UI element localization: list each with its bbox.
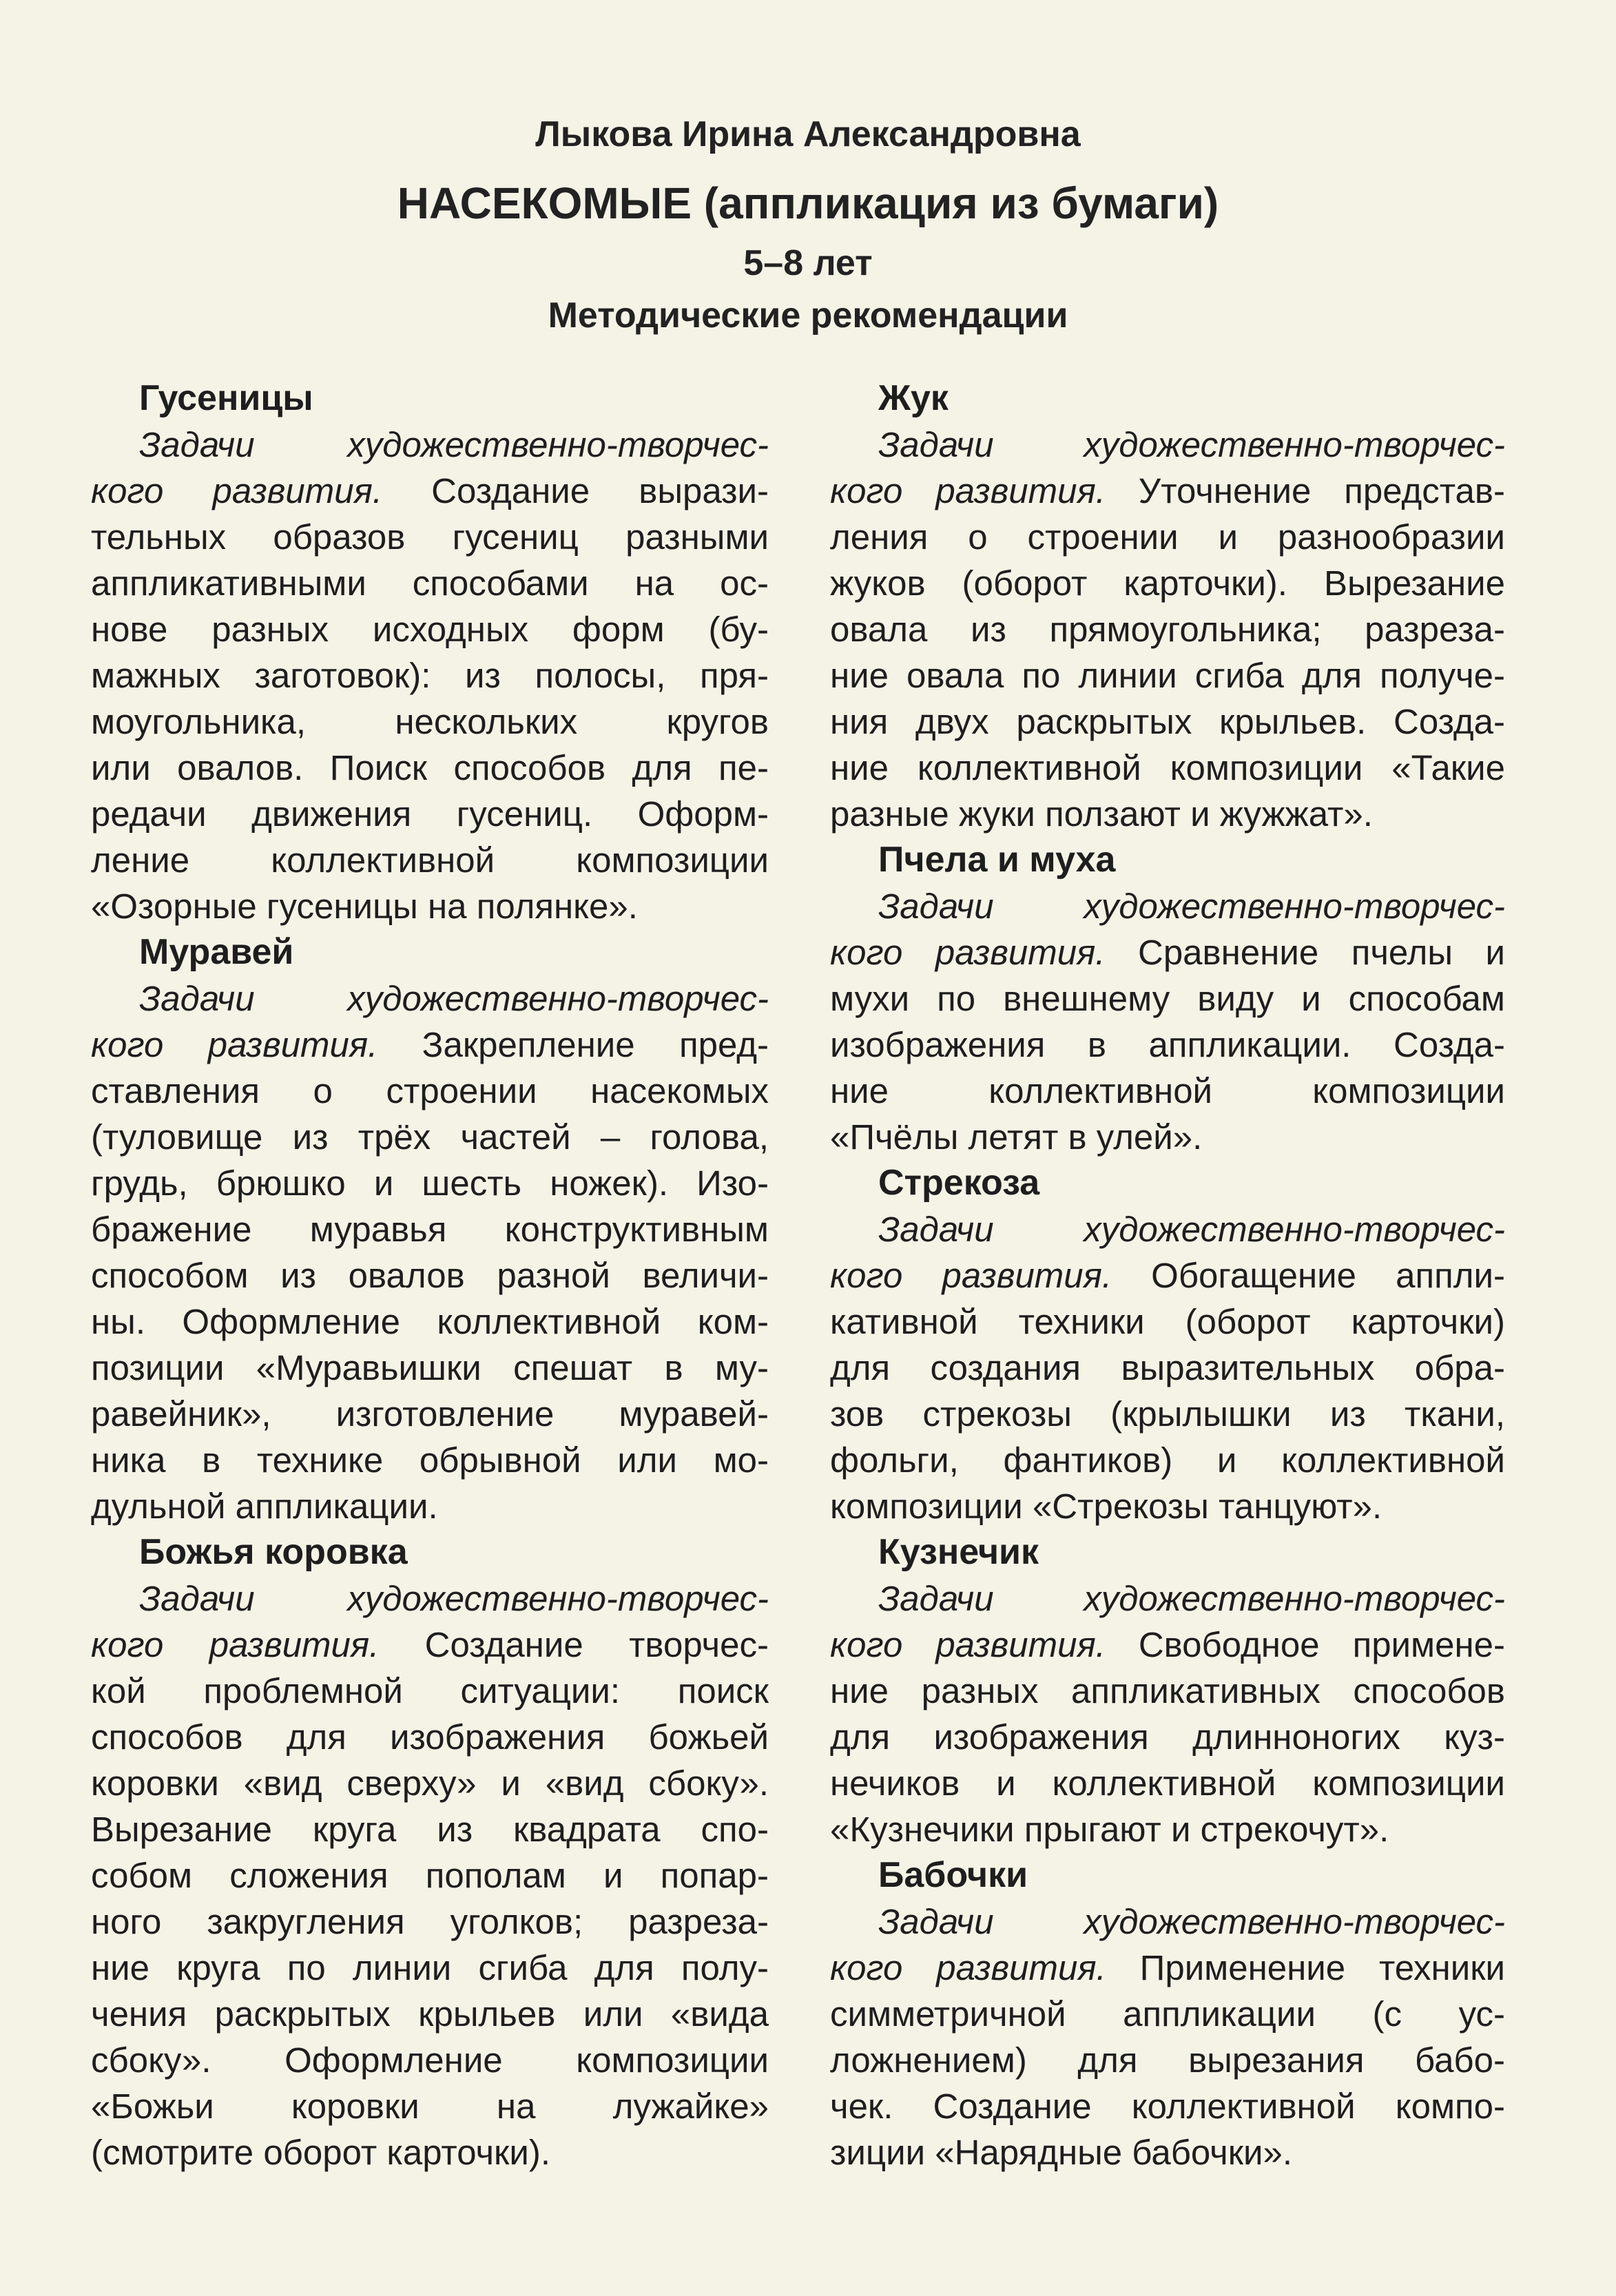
section-heading: Гусеницы: [139, 378, 313, 418]
section-heading: Бабочки: [878, 1855, 1028, 1895]
body-text: композиции «Стрекозы танцуют».: [830, 1487, 1382, 1526]
body-text: Применение техники: [1106, 1948, 1505, 1987]
italic-text: кого развития.: [830, 1625, 1106, 1664]
body-text: для изображения длинноногих куз-: [830, 1717, 1505, 1757]
text-line: [91, 1622, 769, 1668]
text-line: [91, 745, 769, 791]
text-line: [830, 1622, 1505, 1668]
body-text: овала из прямоугольника; разреза-: [830, 610, 1505, 649]
text-line: [830, 1945, 1505, 1991]
body-text: жуков (оборот карточки). Вырезание: [830, 563, 1505, 603]
body-text: ление коллективной композиции: [91, 840, 769, 880]
text-line: [91, 514, 769, 560]
text-line: [91, 1114, 769, 1160]
body-text: зов стрекозы (крылышки из ткани,: [830, 1394, 1505, 1434]
italic-text: Задачи художественно-творчес-: [139, 979, 769, 1018]
body-text: ния двух раскрытых крыльев. Созда-: [830, 702, 1505, 741]
italic-text: Задачи художественно-творчес-: [878, 1210, 1505, 1249]
body-text: равейник», изготовление муравей-: [91, 1394, 769, 1434]
body-text: Создание творчес-: [379, 1625, 769, 1664]
body-text: бражение муравья конструктивным: [91, 1210, 769, 1249]
italic-text: кого развития.: [830, 1256, 1112, 1295]
body-text: собом сложения пополам и попар-: [91, 1856, 769, 1895]
body-text: моугольника, нескольких кругов: [91, 702, 769, 741]
italic-text: кого развития.: [91, 1625, 380, 1664]
text-line: [830, 514, 1505, 560]
text-line: [830, 745, 1505, 791]
body-text: чек. Создание коллективной компо-: [830, 2087, 1505, 2126]
body-text: фольги, фантиков) и коллективной: [830, 1440, 1505, 1480]
left-column: [91, 375, 769, 2175]
section-heading: Божья коровка: [139, 1532, 408, 1572]
body-text: ние коллективной композиции: [830, 1071, 1505, 1110]
text-line: [830, 1483, 1505, 1529]
body-text: мухи по внешнему виду и способам: [830, 979, 1505, 1018]
body-text: чения раскрытых крыльев или «вида: [91, 1994, 769, 2034]
body-text: аппликативными способами на ос-: [91, 563, 769, 603]
section-heading: Жук: [878, 378, 949, 418]
section-heading: Стрекоза: [878, 1163, 1040, 1203]
text-line: [830, 1714, 1505, 1760]
section-heading: Пчела и муха: [878, 840, 1116, 880]
text-line: [91, 560, 769, 606]
italic-text: кого развития.: [830, 933, 1106, 972]
italic-text: Задачи художественно-творчес-: [139, 1579, 769, 1618]
section: [830, 375, 1505, 837]
text-line: [830, 883, 1505, 929]
text-line: [830, 1668, 1505, 1714]
section: [91, 929, 769, 1529]
text-line: [830, 1391, 1505, 1437]
body-text: ние разных аппликативных способов: [830, 1671, 1505, 1710]
body-text: ления о строении и разнообразии: [830, 517, 1505, 557]
body-text: изображения в аппликации. Созда-: [830, 1025, 1505, 1064]
italic-text: кого развития.: [830, 471, 1106, 510]
text-line: [830, 2129, 1505, 2175]
text-line: [830, 975, 1505, 1022]
italic-text: кого развития.: [91, 471, 383, 510]
body-text: Закрепление пред-: [377, 1025, 769, 1064]
body-text: для создания выразительных обра-: [830, 1348, 1505, 1387]
body-text: Уточнение представ-: [1105, 471, 1505, 510]
text-line: [830, 652, 1505, 699]
body-text: или овалов. Поиск способов для пе-: [91, 748, 769, 787]
body-text: грудь, брюшко и шесть ножек). Изо-: [91, 1163, 769, 1203]
text-line: [91, 652, 769, 699]
text-line: [91, 1483, 769, 1529]
body-text: ние овала по линии сгиба для получе-: [830, 656, 1505, 695]
text-line: [91, 422, 769, 468]
section-heading: Муравей: [139, 932, 294, 972]
italic-text: Задачи художественно-творчес-: [878, 1902, 1505, 1941]
text-line: [830, 1345, 1505, 1391]
body-text: ника в технике обрывной или мо-: [91, 1440, 769, 1480]
text-line: [91, 1899, 769, 1945]
text-line: [830, 1252, 1505, 1299]
author-name: Лыкова Ирина Александровна: [535, 114, 1081, 154]
body-text: тельных образов гусениц разными: [91, 517, 769, 557]
text-line: [830, 606, 1505, 652]
text-line: [91, 1068, 769, 1114]
text-line: [830, 1991, 1505, 2037]
body-text: зиции «Нарядные бабочки».: [830, 2133, 1293, 2172]
body-text: кативной техники (оборот карточки): [830, 1302, 1505, 1341]
body-text: ного закругления уголков; разреза-: [91, 1902, 769, 1941]
text-line: [91, 1345, 769, 1391]
text-line: [830, 699, 1505, 745]
body-text: симметричной аппликации (с ус-: [830, 1994, 1505, 2034]
right-column: [830, 375, 1505, 2175]
body-text: дульной аппликации.: [91, 1487, 438, 1526]
body-text: (смотрите оборот карточки).: [91, 2133, 550, 2172]
body-text: ны. Оформление коллективной ком-: [91, 1302, 769, 1341]
body-text: мажных заготовок): из полосы, пря-: [91, 656, 769, 695]
body-text: Создание вырази-: [382, 471, 769, 510]
text-line: [830, 929, 1505, 975]
section-body: [91, 975, 769, 1529]
text-line: [91, 2083, 769, 2129]
body-text: способов для изображения божьей: [91, 1717, 769, 1757]
text-line: [91, 1806, 769, 1852]
text-line: [830, 1806, 1505, 1852]
text-line: [91, 2129, 769, 2175]
body-text: Обогащение аппли-: [1112, 1256, 1505, 1295]
section-body: [830, 422, 1505, 837]
text-line: [91, 1391, 769, 1437]
body-text: редачи движения гусениц. Оформ-: [91, 794, 769, 834]
text-line: [830, 1437, 1505, 1483]
text-line: [830, 422, 1505, 468]
body-text: кой проблемной ситуации: поиск: [91, 1671, 769, 1710]
italic-text: кого развития.: [91, 1025, 378, 1064]
body-text: ставления о строении насекомых: [91, 1071, 769, 1110]
body-text: ние круга по линии сгиба для полу-: [91, 1948, 769, 1987]
text-line: [91, 1852, 769, 1899]
text-line: [830, 2083, 1505, 2129]
text-line: [91, 1991, 769, 2037]
body-text: Сравнение пчелы и: [1105, 933, 1505, 972]
section-body: [830, 1575, 1505, 1852]
body-text: «Кузнечики прыгают и стрекочут».: [830, 1810, 1389, 1849]
section-body: [830, 1206, 1505, 1529]
body-text: ложнением) для вырезания бабо-: [830, 2040, 1505, 2080]
document-title: НАСЕКОМЫЕ (аппликация из бумаги): [397, 178, 1219, 228]
section-body: [91, 422, 769, 929]
text-line: [830, 1575, 1505, 1622]
text-line: [830, 468, 1505, 514]
section: [830, 1529, 1505, 1852]
italic-text: Задачи художественно-творчес-: [878, 1579, 1505, 1618]
body-text: «Божьи коровки на лужайке»: [91, 2087, 769, 2126]
text-line: [830, 1022, 1505, 1068]
text-line: [830, 1068, 1505, 1114]
text-line: [91, 1945, 769, 1991]
text-line: [91, 1668, 769, 1714]
document-subtitle: Методические рекомендации: [548, 296, 1068, 335]
text-line: [91, 837, 769, 883]
text-line: [830, 1899, 1505, 1945]
text-line: [91, 606, 769, 652]
text-line: [830, 791, 1505, 837]
text-line: [830, 560, 1505, 606]
body-text: ние коллективной композиции «Такие: [830, 748, 1505, 787]
text-line: [91, 699, 769, 745]
text-line: [91, 1575, 769, 1622]
text-line: [91, 883, 769, 929]
body-text: нове разных исходных форм (бу-: [91, 610, 769, 649]
body-text: способом из овалов разной величи-: [91, 1256, 769, 1295]
section: [830, 1160, 1505, 1529]
body-text: (туловище из трёх частей – голова,: [91, 1117, 769, 1157]
text-line: [830, 1114, 1505, 1160]
age-range: 5–8 лет: [743, 243, 873, 283]
body-text: коровки «вид сверху» и «вид сбоку».: [91, 1764, 769, 1803]
section: [91, 375, 769, 929]
section-body: [91, 1575, 769, 2175]
body-text: разные жуки ползают и жужжат».: [830, 794, 1373, 834]
section: [91, 1529, 769, 2175]
body-text: «Озорные гусеницы на полянке».: [91, 887, 638, 926]
section: [830, 1852, 1505, 2175]
italic-text: Задачи художественно-творчес-: [878, 887, 1505, 926]
text-line: [830, 1760, 1505, 1806]
text-line: [91, 1437, 769, 1483]
text-line: [91, 975, 769, 1022]
text-line: [91, 1299, 769, 1345]
text-line: [91, 791, 769, 837]
italic-text: Задачи художественно-творчес-: [878, 425, 1505, 464]
body-text: Вырезание круга из квадрата спо-: [91, 1810, 769, 1849]
text-line: [830, 1299, 1505, 1345]
body-text: Свободное примене-: [1105, 1625, 1505, 1664]
text-line: [91, 1206, 769, 1252]
italic-text: Задачи художественно-творчес-: [139, 425, 769, 464]
text-line: [91, 1160, 769, 1206]
text-line: [830, 2037, 1505, 2083]
text-line: [91, 1252, 769, 1299]
text-line: [91, 2037, 769, 2083]
body-text: сбоку». Оформление композиции: [91, 2040, 769, 2080]
section: [830, 837, 1505, 1160]
section-heading: Кузнечик: [878, 1532, 1039, 1572]
body-text: «Пчёлы летят в улей».: [830, 1117, 1203, 1157]
italic-text: кого развития.: [830, 1948, 1106, 1987]
body-text: нечиков и коллективной композиции: [830, 1764, 1505, 1803]
text-line: [830, 1206, 1505, 1252]
text-line: [91, 468, 769, 514]
body-text: позиции «Муравьишки спешат в му-: [91, 1348, 769, 1387]
text-line: [91, 1760, 769, 1806]
text-line: [91, 1022, 769, 1068]
section-body: [830, 1899, 1505, 2175]
text-line: [91, 1714, 769, 1760]
section-body: [830, 883, 1505, 1160]
